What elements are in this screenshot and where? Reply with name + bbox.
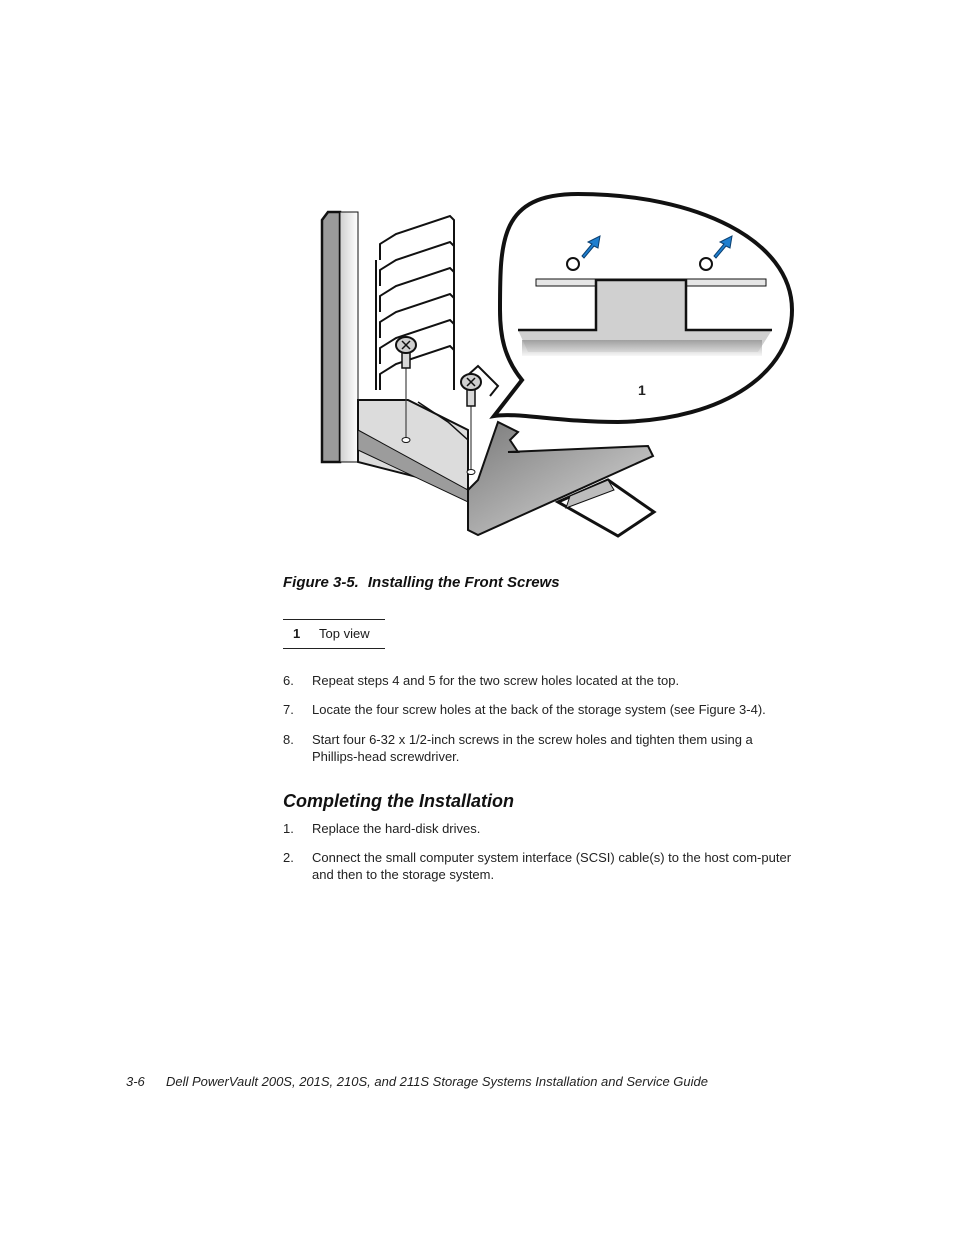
step-number: 6. — [283, 673, 294, 688]
step-text: Connect the small computer system interface (SCSI) cable(s) to the host com-puter and then to the storage system. — [312, 850, 792, 882]
card-slot-brackets — [380, 216, 454, 390]
section-heading: Completing the Installation — [283, 791, 515, 811]
figure-caption — [283, 574, 560, 591]
figure-caption-label: Figure 3-5. — [283, 574, 359, 591]
step-text: Replace the hard-disk drives. — [312, 821, 481, 836]
front-screws-illustration — [318, 190, 798, 552]
step-text: Start four 6-32 x 1/2-inch screws in the screw holes and tighten them using a Phillips-head screwdriver. — [312, 732, 753, 764]
legend-text: Top view — [319, 626, 370, 641]
step-number: 7. — [283, 702, 294, 717]
list-item — [283, 701, 813, 718]
page-number: 3-6 — [126, 1074, 145, 1089]
list-item — [283, 731, 798, 765]
step-number: 2. — [283, 850, 294, 865]
step-number: 1. — [283, 821, 294, 836]
list-item — [283, 820, 813, 837]
list-item — [283, 849, 803, 883]
legend-number: 1 — [293, 626, 301, 641]
top-view-callout-bubble — [494, 194, 792, 422]
guide-title: Dell PowerVault 200S, 201S, 210S, and 211S Storage Systems Installation and Service Guide — [166, 1074, 708, 1089]
page-footer — [126, 1074, 708, 1089]
step-text: Repeat steps 4 and 5 for the two screw holes located at the top. — [312, 673, 680, 688]
figure-legend — [283, 619, 385, 649]
installation-figure — [318, 190, 798, 552]
list-item — [283, 672, 813, 689]
step-text: Locate the four screw holes at the back of the storage system (see Figure 3-4). — [312, 702, 766, 717]
figure-caption-title: Installing the Front Screws — [367, 574, 560, 591]
chassis-side-wall — [322, 212, 358, 462]
callout-number: 1 — [638, 382, 646, 398]
step-number: 8. — [283, 732, 294, 747]
